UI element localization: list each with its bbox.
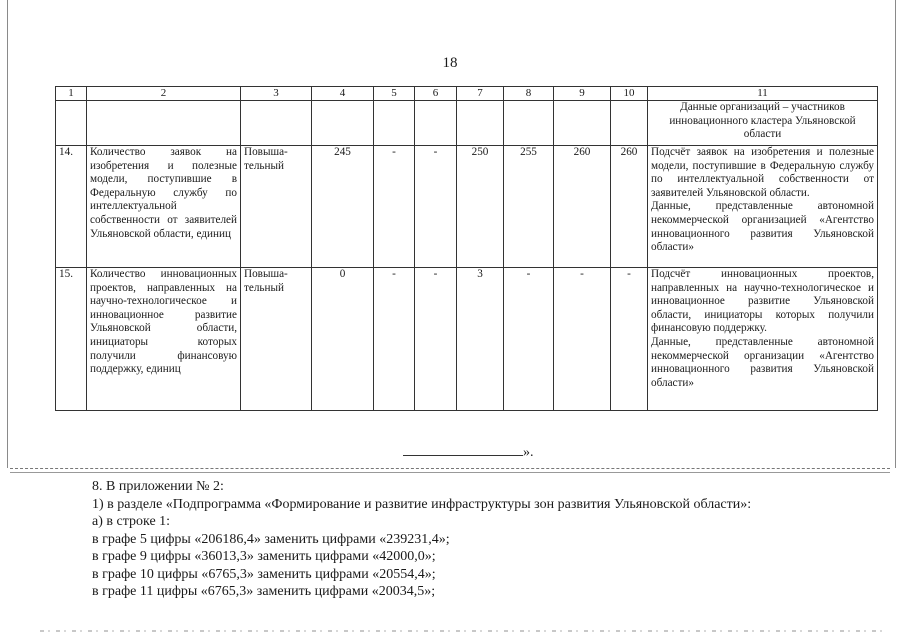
page-number: 18	[442, 55, 458, 71]
table-row	[56, 101, 878, 146]
value-cell: 3	[457, 268, 504, 411]
value-cell: 245	[312, 146, 374, 268]
paragraph: в графе 9 цифры «36013,3» заменить цифрами «42000,0»;	[92, 549, 436, 564]
value-cell: -	[554, 268, 611, 411]
value-cell: 255	[504, 146, 554, 268]
column-header: 7	[457, 87, 504, 101]
column-header: 11	[648, 87, 878, 101]
value-cell: 0	[312, 268, 374, 411]
paragraph: 1) в разделе «Подпрограмма «Формирование и развитие инфраструктуры зон развития Ульяновской области»:	[92, 496, 752, 512]
row-number: 15.	[56, 268, 87, 411]
column-header: 1	[56, 87, 87, 101]
scan-artifact	[40, 630, 885, 632]
page-right-border	[895, 0, 896, 468]
value-cell: -	[611, 268, 648, 411]
row-number: 14.	[56, 146, 87, 268]
value-cell: -	[415, 268, 457, 411]
page-break-line	[10, 472, 890, 473]
type-cell: Повыша-тельный	[241, 146, 312, 268]
table-row	[56, 268, 878, 411]
value-cell: 260	[611, 146, 648, 268]
value-cell: -	[374, 146, 415, 268]
indicator-cell: Количество инновационных проектов, направленных на научно-технологическое и инновационное развитие Ульяновской области, инициаторы которых получили финансовую поддержку, единиц	[87, 268, 241, 411]
paragraph: в графе 11 цифры «6765,3» заменить цифрами «20034,5»;	[92, 584, 436, 599]
method-cell	[648, 146, 878, 268]
closing-mark: ».	[523, 445, 534, 460]
table-header-row	[56, 87, 878, 101]
column-header: 6	[415, 87, 457, 101]
column-header: 10	[611, 87, 648, 101]
method-cell	[648, 268, 878, 411]
blank-underline	[403, 443, 523, 456]
source-cell: Данные организаций – участников инновационного кластера Ульяновской области	[648, 101, 878, 146]
type-cell: Повыша-тельный	[241, 268, 312, 411]
closing-line	[403, 443, 534, 461]
indicator-cell: Количество заявок на изобретения и полезные модели, поступившие в Федеральную службу по интеллектуальной собственности от заявителей Ульяновской области, единиц	[87, 146, 241, 268]
indicators-table	[55, 86, 878, 411]
paragraph: 8. В приложении № 2:	[92, 479, 224, 494]
method-text: Подсчёт заявок на изобретения и полезные модели, поступившие в Федеральную службу по интеллектуальной собственности от заявителей Ульяновской области.	[651, 146, 874, 199]
column-header: 8	[504, 87, 554, 101]
method-text: Подсчёт инновационных проектов, направленных на научно-технологическое и инновационное развитие Ульяновской области, инициаторы которых получили финансовую поддержку.	[651, 268, 874, 335]
value-cell: -	[374, 268, 415, 411]
value-cell: 250	[457, 146, 504, 268]
table-row	[56, 146, 878, 268]
value-cell: 260	[554, 146, 611, 268]
paragraph: в графе 10 цифры «6765,3» заменить цифрами «20554,4»;	[92, 566, 436, 582]
column-header: 2	[87, 87, 241, 101]
value-cell: -	[415, 146, 457, 268]
source-text: Данные, представленные автономной некоммерческой организации «Агентство инновационного развития Ульяновской области»	[651, 335, 874, 389]
column-header: 9	[554, 87, 611, 101]
paragraph: в графе 5 цифры «206186,4» заменить цифрами «239231,4»;	[92, 531, 450, 547]
page-break-line	[10, 468, 890, 469]
column-header: 3	[241, 87, 312, 101]
page-left-border	[7, 0, 8, 468]
value-cell: -	[504, 268, 554, 411]
source-text: Данные, представленные автономной некоммерческой организацией «Агентство инновационного развития Ульяновской области»	[651, 200, 874, 254]
amendment-text	[92, 478, 882, 601]
paragraph: а) в строке 1:	[92, 514, 171, 529]
column-header: 4	[312, 87, 374, 101]
column-header: 5	[374, 87, 415, 101]
